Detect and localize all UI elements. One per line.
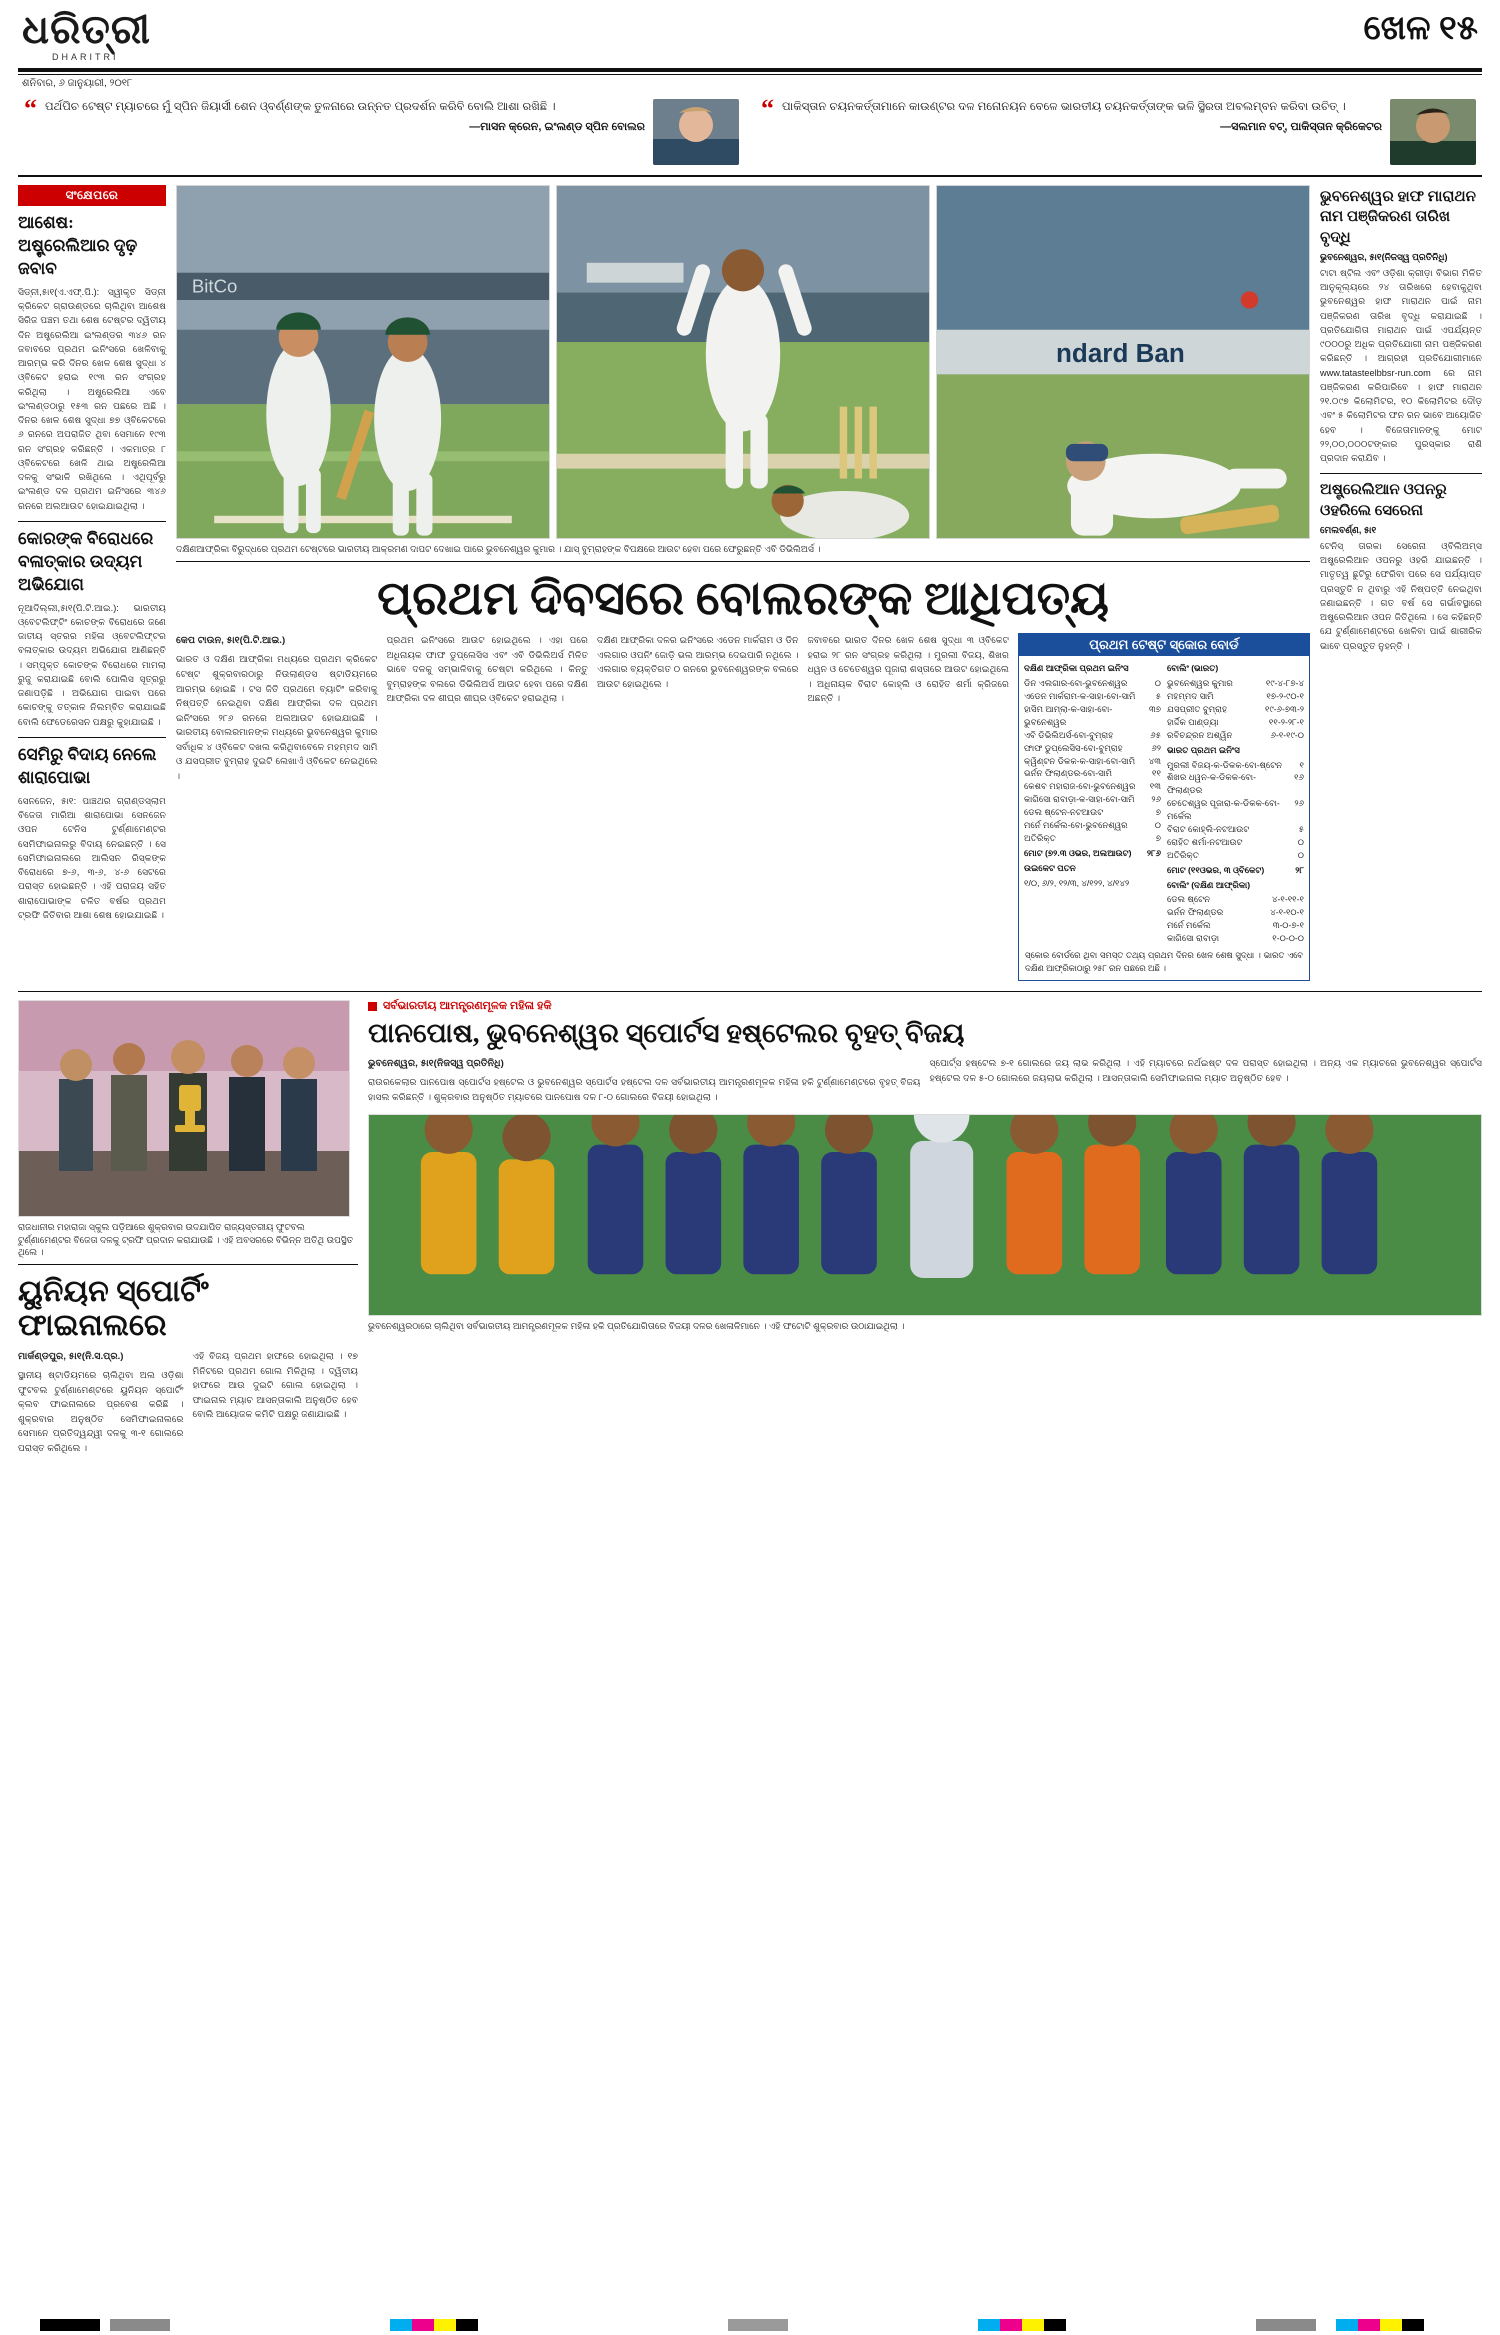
lower-mid-story (368, 1000, 1482, 1455)
bowling2-heading: ବୋଲିଂ (ଦକ୍ଷିଣ ଆଫ୍ରିକା) (1167, 879, 1251, 890)
quote-portrait (653, 99, 739, 165)
total-runs: ୨୮୬ (1146, 847, 1161, 858)
quote-block (18, 95, 745, 169)
right-body-1: ଟାଟା ଷ୍ଟିଲ ଏବଂ ଓଡ଼ିଶା କ୍ରୀଡ଼ା ବିଭାଗ ମିଳିତ ଆନୁକୂଲ୍ୟରେ ୨୪ ତାରିଖରେ ହେବାକୁଥିବା ଭୁବନେଶ୍ୱର ହାଫ ମାରାଥନ ପାଇଁ ନାମ ପଞ୍ଜିକରଣ ତାରିଖ ବୃଦ୍ଧି କରାଯାଇଛି । ପ୍ରତିଯୋଗିତା ମାରାଥନ ପାଇଁ ଏପର୍ଯ୍ୟନ୍ତ ୯୦୦୦ରୁ ଅଧିକ ପ୍ରତିଯୋଗୀ ନାମ ପଞ୍ଜିକରଣ କରିଛନ୍ତି । ଆଗ୍ରହୀ ପ୍ରତିଯୋଗୀମାନେ www.tatasteelbbsr-run.com ରେ ନାମ ପଞ୍ଜିକରଣ କରିପାରିବେ । ହାଫ ମାରାଥନ ୨୧.୦୯୭ କିଲୋମିଟର, ୧୦ କିଲୋମିଟର ଦୌଡ଼ ଏବଂ ୫ କିଲୋମିଟର ଫନ ରନ ଭାବେ ଆୟୋଜିତ ହେବ । ବିଜେତାମାନଙ୍କୁ ମୋଟ ୨୨,୦୦,୦୦୦ଟଙ୍କାର ପୁରସ୍କାର ରାଶି ପ୍ରଦାନ କରାଯିବ । (1320, 267, 1482, 463)
player-name: ବିରାଟ କୋହ୍ଲି-ନଟଆଉଟ (1167, 823, 1250, 834)
svg-text:BitCo: BitCo (191, 275, 238, 297)
lower-left-byline: ମାର୍କଣ୍ଡପୁର, ୫ା୧(ନି.ସ.ପ୍ର.) (18, 1350, 124, 1362)
player-runs: ୫ (1298, 823, 1304, 834)
article-text: ପ୍ରଥମ ଇନିଂସରେ ଆଉଟ ହୋଇଥିଲେ । ଏହା ପରେ ଅଧିନାୟକ ଫାଫ ଡୁପ୍ଲେସିସ ଏବଂ ଏବି ଡିଭିଲିଅର୍ସ ମିଳିତ ଭାବେ ଦଳକୁ ସମ୍ଭାଳିବାକୁ ଚେଷ୍ଟା କରିଥିଲେ । କିନ୍ତୁ ବୁମ୍ରାହଙ୍କ ବଲରେ ଡିଭିଲିଅର୍ସ ଆଉଟ ହେବା ପରେ ଦକ୍ଷିଣ ଆଫ୍ରିକା ଦଳ ଶୀଘ୍ର ଶୀଘ୍ର ଓ୍ବିକେଟ ହରାଇଥିଲା । (386, 635, 588, 704)
bowling-row (1167, 919, 1304, 932)
photo-batsmen-running (176, 185, 550, 539)
color-bar-magenta-2 (1000, 2319, 1022, 2331)
player-name: ଚେତେଶ୍ୱର ପୂଜାରା-କ-ଡିକକ-ବୋ-ମର୍କେଲ (1167, 798, 1280, 822)
player-runs: ୦ (1297, 836, 1304, 847)
photo-caption: ଦକ୍ଷିଣଆଫ୍ରିକା ବିରୁଦ୍ଧରେ ପ୍ରଥମ ଟେଷ୍ଟରେ ଭାରତୀୟ ଆକ୍ରମଣ ଦାପଟ ଦେଖାଇ ପାରେ ଭୁବନେଶ୍ୱର କୁମାର । ଯାସ୍ ବୁମ୍ରାହଙ୍କ ବିପକ୍ଷରେ ଆଉଟ ହେବା ପରେ ଫେରୁଛନ୍ତି ଏବି ଡିଭିଲିଅର୍ସ । (176, 543, 1310, 562)
lower-left-col1 (18, 1349, 184, 1455)
score-row (1024, 690, 1161, 703)
bowling-row (1167, 690, 1304, 703)
bowling-row (1167, 729, 1304, 742)
total-runs: ୨୮ (1295, 864, 1304, 875)
lower-left-headline: ୟୁନିୟନ ସ୍ପୋର୍ଟିଂ ଫାଇନାଲରେ (18, 1274, 209, 1342)
lower-mid-text2: ସ୍ପୋର୍ଟ୍ସ ହଷ୍ଟେଲ ୭-୧ ଗୋଲରେ ଜୟ ଲାଭ କରିଥିଲା । ଏହି ମ୍ୟାଚରେ ନର୍ଥଇଷ୍ଟ ଦଳ ପରାସ୍ତ ହୋଇଥିଲା । ଅନ୍ୟ ଏକ ମ୍ୟାଚରେ ଭୁବନେଶ୍ୱର ସ୍ପୋର୍ଟସ ହଷ୍ଟେଲ ଦଳ ୫-୦ ଗୋଲରେ ଜୟଲାଭ କରିଥିଲା । ଆସନ୍ତାକାଲି ସେମିଫାଇନାଲ ମ୍ୟାଚ ଅନୁଷ୍ଠିତ ହେବ । (929, 1058, 1482, 1083)
photo-row (176, 185, 1310, 539)
masthead-rule (18, 68, 1482, 72)
score-row (1167, 836, 1304, 849)
total-label: ମୋଟ (୭୨.୩ ଓଭର, ଅଲଆଉଟ) (1024, 847, 1132, 858)
player-runs: ୧୧ (1152, 768, 1161, 779)
dateline: ଶନିବାର, ୬ ଜାନୁୟାରୀ, ୨୦୧୮ (22, 78, 133, 89)
quote-text-wrap (782, 99, 1382, 136)
brief-body: ସେନଜେନ, ୫ା୧: ପାଞ୍ଚଥର ଗ୍ରାଣ୍ଡସ୍ଲାମ ବିଜେତା ମାରିଆ ଶାରାପୋଭା ସେନଜେନ ଓପନ ଟେନିସ ଟୁର୍ଣ୍ଣାମେଣ୍ଟର ସେମିଫାଇନାଲରୁ ବିଦାୟ ନେଇଛନ୍ତି । ସେ ସେମିଫାଇନାଲରେ ଆଲିସନ ରିସ୍କଙ୍କ ବିରୋଧରେ ୭-୬, ୩-୬, ୪-୬ ସେଟରେ ପରାସ୍ତ ହୋଇଛନ୍ତି । ଏହି ପରାଜୟ ସହିତ ଶାରାପୋଭାଙ୍କ ଚଳିତ ବର୍ଷର ପ୍ରଥମ ଟ୍ରଫି ଜିତିବାର ଆଶା ଶେଷ ହୋଇଯାଇଛି । (18, 795, 166, 920)
bowler-name: ଭୁବନେଶ୍ୱର କୁମାର (1167, 678, 1233, 689)
bowler-figures: ୧୯-୬-୭୩-୨ (1264, 703, 1304, 714)
article-columns (176, 633, 1310, 981)
right-rail (1320, 185, 1482, 981)
score-row (1024, 767, 1161, 780)
color-bar-cyan-2 (978, 2319, 1000, 2331)
player-name: ମୁରଲୀ ବିଜୟ-କ-ଡିକକ-ବୋ-ଷ୍ଟେନ (1167, 759, 1283, 770)
right-dateline-1: ଭୁବନେଶ୍ୱର, ୫ା୧(ନିଜସ୍ୱ ପ୍ରତିନିଧି) (1320, 251, 1448, 262)
player-name: ଏବି ଡିଭିଲିଅର୍ସ-ବୋ-ବୁମ୍ରାହ (1024, 729, 1114, 740)
score-row (1024, 755, 1161, 768)
bowler-name: କାଗିସୋ ରାବାଡ଼ା (1167, 933, 1220, 944)
team-photo-caption: ଭୁବନେଶ୍ୱରଠାରେ ଚାଲିଥିବା ସର୍ବଭାରତୀୟ ଆମନ୍ତ୍ରଣମୂଳକ ମହିଳା ହକି ପ୍ରତିଯୋଗିତାରେ ବିଜୟୀ ଦଳର ଖେଳାଳିମାନେ । ଏହି ଫଟୋଟି ଶୁକ୍ରବାର ଉଠାଯାଇଥିଲା । (368, 1321, 905, 1332)
lower-left-text1: ସ୍ଥାନୀୟ ଷ୍ଟାଡିୟମରେ ଚାଲିଥିବା ଅଲ ଓଡ଼ିଶା ଫୁଟବଲ ଟୁର୍ଣ୍ଣାମେଣ୍ଟରେ ୟୁନିୟନ ସ୍ପୋର୍ଟିଂ କ୍ଲବ ଫାଇନାଲରେ ପ୍ରବେଶ କରିଛି । ଶୁକ୍ରବାର ଅନୁଷ୍ଠିତ ସେମିଫାଇନାଲରେ ସେମାନେ ପ୍ରତିଦ୍ୱନ୍ଦ୍ୱୀ ଦଳକୁ ୩-୧ ଗୋଲରେ ପରାସ୍ତ କରିଥିଲେ । (18, 1370, 184, 1453)
masthead (18, 0, 1482, 62)
lower-mid-headline: ପାନପୋଷ, ଭୁବନେଶ୍ୱର ସ୍ପୋର୍ଟସ ହଷ୍ଟେଲର ବୃହତ୍ ବିଜୟ (368, 1018, 965, 1049)
registration-color-bars (0, 2315, 1500, 2335)
bowler-name: ଯସପ୍ରୀତ ବୁମ୍ରାହ (1167, 703, 1228, 714)
article-column-2 (387, 633, 589, 981)
player-runs: ୬୫ (1150, 729, 1161, 740)
scorecard-note: ସ୍କୋର ବୋର୍ଡରେ ଥିବା ସମସ୍ତ ତଥ୍ୟ ପ୍ରଥମ ଦିନର ଖେଳ ଶେଷ ସୁଦ୍ଧା । ଭାରତ ଏବେ ଦକ୍ଷିଣ ଆଫ୍ରିକାଠାରୁ ୨୫୮ ରନ ପଛରେ ଅଛି । (1025, 949, 1303, 973)
article-column-4 (808, 633, 1010, 981)
bowler-figures: ୧୧-୨-୨୮-୧ (1268, 716, 1304, 727)
bowler-name: ଡେଲ ଷ୍ଟେନ (1167, 894, 1211, 905)
bowler-name: ହାର୍ଦ୍ଦିକ ପାଣ୍ଡ୍ୟା (1167, 716, 1219, 727)
quote-text-wrap (45, 99, 645, 136)
total-label: ମୋଟ (୧୧ଓଭର, ୩ ଓ୍ବିକେଟ) (1167, 864, 1265, 875)
innings-heading: ଭାରତ ପ୍ରଥମ ଇନିଂସ (1167, 744, 1240, 755)
right-headline-1: ଭୁବନେଶ୍ୱର ହାଫ ମାରାଥନ ନାମ ପଞ୍ଜିକରଣ ତାରିଖ ବୃଦ୍ଧି (1320, 189, 1476, 246)
player-runs: ୦ (1154, 819, 1161, 830)
player-name: ଶିଖର ଧୱନ-କ-ଡିକକ-ବୋ-ଫିଲାଣ୍ଡର (1167, 772, 1256, 796)
color-bar-yellow (434, 2319, 456, 2331)
player-name: ଏଡେନ ମାର୍କରାମ-କ-ସାହା-ବୋ-ସାମି (1024, 691, 1136, 702)
player-runs: ୩୭ (1148, 703, 1161, 714)
quote-portrait (1390, 99, 1476, 165)
lower-mid-col1 (368, 1056, 921, 1104)
photo-bowler-appeal (556, 185, 930, 539)
player-name: ହାସିମ ଆମ୍ଲା-କ-ସାହା-ବୋ-ଭୁବନେଶ୍ୱର (1024, 703, 1113, 727)
bowler-figures: ୧୭-୨-୯୦-୧ (1266, 691, 1304, 702)
score-row (1024, 780, 1161, 793)
main-grid (18, 185, 1482, 981)
article-text: ଜବାବରେ ଭାରତ ଦିନର ଖେଳ ଶେଷ ସୁଦ୍ଧା ୩ ଓ୍ବିକେଟ ହରାଇ ୨୮ ରନ ସଂଗ୍ରହ କରିଥିଲା । ମୁରଲୀ ବିଜୟ, ଶିଖର ଧୱନ ଓ ଚେତେଶ୍ୱର ପୂଜାରା ଶସ୍ତାରେ ଆଉଟ ହୋଇଥିଲେ । ଅଧିନାୟକ ବିରାଟ କୋହ୍ଲି ଓ ରୋହିତ ଶର୍ମା କ୍ରିଜରେ ଅଛନ୍ତି । (807, 635, 1009, 704)
photo-hockey-team (368, 1114, 1482, 1316)
fow-values: ୧/୦, ୬/୨, ୧୨/୩, ୪/୧୨୨, ୪/୧୪୨ (1024, 877, 1130, 888)
lower-mid-col2 (930, 1056, 1483, 1104)
kicker-text: ସର୍ବଭାରତୀୟ ଆମନ୍ତ୍ରଣମୂଳକ ମହିଳା ହକି (383, 1000, 552, 1013)
logo-subtitle: DHARITRI (52, 52, 119, 62)
score-row (1167, 823, 1304, 836)
color-bar-gray (110, 2319, 170, 2331)
bowling-row (1167, 932, 1304, 945)
bowler-figures: ୬-୧-୧୯-୦ (1270, 729, 1304, 740)
score-row (1024, 806, 1161, 819)
player-name: କାଗିସୋ ରାବାଡ଼ା-କ-ସାହା-ବୋ-ସାମି (1024, 794, 1135, 805)
article-column-3 (597, 633, 799, 981)
bowler-name: ଭର୍ନନ ଫିଲାଣ୍ଡର (1167, 907, 1224, 918)
quote-mark-icon: “ (24, 94, 37, 123)
bowling-row (1167, 906, 1304, 919)
quote-mark-icon: “ (761, 94, 774, 123)
logo-text: ଧରିତ୍ରୀ (22, 7, 151, 52)
player-name: କ୍ୱିଣ୍ଟନ ଡିକକ-କ-ସାହା-ବୋ-ସାମି (1024, 755, 1136, 766)
quote-block (755, 95, 1482, 169)
bowler-figures: ୩-୦-୭-୧ (1272, 920, 1304, 931)
player-name: ମର୍ନେ ମର୍କେଲ-ବୋ-ଭୁବନେଶ୍ୱର (1024, 819, 1128, 830)
left-rail (18, 185, 166, 981)
bowler-name: ରବିଚନ୍ଦ୍ରନ ଅଶ୍ୱିନ (1167, 729, 1233, 740)
player-runs: ୫ (1155, 691, 1161, 702)
right-headline-2: ଅଷ୍ଟ୍ରେଲିଆନ ଓପନରୁ ଓହରିଲେ ସେରେନା (1320, 482, 1447, 519)
color-bar-cyan-3 (1336, 2319, 1358, 2331)
score-total-row (1167, 864, 1304, 877)
color-bar-yellow-2 (1022, 2319, 1044, 2331)
color-bar-magenta-3 (1358, 2319, 1380, 2331)
score-row (1024, 703, 1161, 729)
player-runs: ୬୨ (1151, 742, 1161, 753)
scorecard-innings-1 (1024, 660, 1161, 945)
bowling-heading: ବୋଲିଂ (ଭାରତ) (1167, 663, 1219, 674)
quote-attribution: —ସଲମାନ ବଟ୍, ପାକିସ୍ତାନ କ୍ରିକେଟର (1220, 121, 1382, 134)
fow-label: ଉଇକେଟ ପତନ (1024, 862, 1076, 873)
lower-left-col2 (193, 1349, 359, 1455)
score-row (1167, 759, 1304, 772)
lower-left-story (18, 1000, 358, 1455)
player-runs: ୨୬ (1151, 794, 1161, 805)
brief-headline: କୋରଙ୍କ ବିରୋଧରେ ବଳାତ୍କାର ଉଦ୍ୟମ ଅଭିଯୋଗ (18, 528, 154, 594)
player-runs: ୧ (1299, 759, 1304, 770)
player-name: ଭର୍ନନ ଫିଲାଣ୍ଡର-ବୋ-ସାମି (1024, 768, 1113, 779)
article-column-1 (176, 633, 378, 981)
divider (1320, 473, 1482, 474)
photo-trophy-presentation (18, 1000, 350, 1217)
publication-logo (22, 7, 151, 62)
lower-left-text2: ଏହି ବିଜୟ ପ୍ରଥମ ହାଫରେ ହୋଇଥିଲା । ୧୭ ମିନିଟରେ ପ୍ରଥମ ଗୋଲ ମିଳିଥିଲା । ଦ୍ୱିତୀୟ ହାଫରେ ଆଉ ଦୁଇଟି ଗୋଲ ହୋଇଥିଲା । ଫାଇନାଲ ମ୍ୟାଚ ଆସନ୍ତାକାଲି ଅନୁଷ୍ଠିତ ହେବ ବୋଲି ଆୟୋଜକ କମିଟି ପକ୍ଷରୁ ଜଣାଯାଇଛି । (192, 1350, 358, 1420)
player-runs: ୦ (1297, 849, 1304, 860)
score-row (1024, 793, 1161, 806)
color-bar-gray-2 (728, 2319, 788, 2331)
player-runs: ୨୬ (1294, 798, 1304, 809)
player-name: ଡେଲ ଷ୍ଟେନ-ନଟଆଉଟ (1024, 807, 1104, 818)
quote-text: ପର୍ଥପିଚ ଟେଷ୍ଟ ମ୍ୟାଚରେ ମୁଁ ସ୍ପିନ ଜିୟାର୍ସୀ ଶେନ ଓ୍ବର୍ଣ୍ଣଙ୍କ ତୁଳନାରେ ଉନ୍ନତ ପ୍ରଦର୍ଶନ କରିବି ବୋଲି ଆଶା ରଖିଛି । (45, 101, 556, 113)
score-row (1167, 797, 1304, 823)
player-name: ଅତିରିକ୍ତ (1167, 849, 1199, 860)
color-bar-cyan (390, 2319, 412, 2331)
color-bar-key (456, 2319, 478, 2331)
photo-batsman-diving (936, 185, 1310, 539)
main-headline: ପ୍ରଥମ ଦିବସରେ ବୋଲରଙ୍କ ଆଧିପତ୍ୟ (377, 572, 1109, 625)
bowling-row (1167, 716, 1304, 729)
score-row (1024, 832, 1161, 845)
lower-section (18, 991, 1482, 1455)
bowler-name: ମହମ୍ମଦ ସାମି (1167, 691, 1214, 702)
score-row (1024, 742, 1161, 755)
score-row (1167, 771, 1304, 797)
score-row (1024, 729, 1161, 742)
lower-left-columns (18, 1349, 358, 1455)
quote-text: ପାକିସ୍ତାନ ଚୟନକର୍ତ୍ତାମାନେ କାଉଣ୍ଟର ଦଳ ମନୋନୟନ ବେଳେ ଭାରତୀୟ ଚୟନକର୍ତ୍ତାଙ୍କ ଭଳି ସ୍ଥିରତା ଅବଲମ୍ବନ କରିବା ଉଚିତ୍ । (782, 101, 1346, 113)
score-row (1167, 849, 1304, 862)
bowler-figures: ୪-୧-୧୧-୧ (1271, 894, 1304, 905)
color-bar-magenta (412, 2319, 434, 2331)
color-bar-black (40, 2319, 100, 2331)
bullet-square-icon (368, 1002, 377, 1011)
section-title: ଖେଳ ୧୫ (1363, 10, 1478, 47)
lower-mid-columns (368, 1056, 1482, 1104)
svg-text:ndard Ban: ndard Ban (1056, 338, 1185, 368)
innings-heading: ଦକ୍ଷିଣ ଆଫ୍ରିକା ପ୍ରଥମ ଇନିଂସ (1024, 663, 1129, 674)
player-name: ଡିନ ଏଲଗାର-ବୋ-ଭୁବନେଶ୍ୱର (1024, 678, 1128, 689)
bowler-name: ମର୍ନେ ମର୍କେଲ (1167, 920, 1211, 931)
article-text: ଭାରତ ଓ ଦକ୍ଷିଣ ଆଫ୍ରିକା ମଧ୍ୟରେ ପ୍ରଥମ କ୍ରିକେଟ ଟେଷ୍ଟ ଶୁକ୍ରବାରଠାରୁ ନିଉଲାଣ୍ଡସ ଷ୍ଟାଡିୟମରେ ଆରମ୍ଭ ହୋଇଛି । ଟସ ଜିତି ପ୍ରଥମେ ବ୍ୟାଟିଂ କରିବାକୁ ନିଷ୍ପତ୍ତି ନେଇଥିବା ଦକ୍ଷିଣ ଆଫ୍ରିକା ଦଳ ପ୍ରଥମ ଇନିଂସରେ ୨୮୬ ରନରେ ଅଲଆଉଟ ହୋଇଯାଇଛି । ଭାରତୀୟ ବୋଲରମାନଙ୍କ ମଧ୍ୟରେ ଭୁବନେଶ୍ୱର କୁମାର ସର୍ବାଧିକ ୪ ଓ୍ବିକେଟ ଦଖଲ କରିଥିବାବେଳେ ମହମ୍ମଦ ସାମି ଓ ଯସପ୍ରୀତ ବୁମ୍ରାହ ଦୁଇଟି ଲେଖାଏଁ ଓ୍ବିକେଟ ନେଇଥିଲେ । (176, 654, 378, 781)
scorecard-body (1019, 656, 1309, 949)
kicker-strip (368, 1000, 1482, 1013)
player-runs: ୦ (1154, 678, 1161, 689)
color-bar-gray-3 (1256, 2319, 1316, 2331)
lower-mid-byline: ଭୁବନେଶ୍ୱର, ୫ା୧(ନିଜସ୍ୱ ପ୍ରତିନିଧି) (368, 1058, 504, 1070)
player-name: ଅତିରିକ୍ତ (1024, 832, 1056, 843)
lower-mid-text1: ରାଉରକେଲାର ପାନପୋଷ ସ୍ପୋର୍ଟସ ହଷ୍ଟେଲ ଓ ଭୁବନେଶ୍ୱର ସ୍ପୋର୍ଟସ ହଷ୍ଟେଲ ଦଳ ସର୍ବଭାରତୀୟ ଆମନ୍ତ୍ରଣମୂଳକ ମହିଳା ହକି ଟୁର୍ଣ୍ଣାମେଣ୍ଟରେ ବୃହତ୍ ବିଜୟ ହାସଲ କରିଛନ୍ତି । ଶୁକ୍ରବାର ଅନୁଷ୍ଠିତ ମ୍ୟାଚରେ ପାନପୋଷ ଦଳ ୮-୦ ଗୋଲରେ ବିଜୟୀ ହୋଇଥିଲା । (368, 1077, 921, 1102)
quote-attribution: —ମାସନ କ୍ରେନ, ଇଂଲଣ୍ଡ ସ୍ପିନ ବୋଲର (469, 121, 645, 134)
player-runs: ୪୩ (1148, 755, 1161, 766)
brief-headline: ଆଶେଷ: ଅଷ୍ଟ୍ରେଲିଆର ଦୃଢ଼ ଜବାବ (18, 213, 138, 278)
score-row (1024, 819, 1161, 832)
article-byline: କେପ ଟାଉନ, ୫ା୧(ପି.ଟି.ଆଇ.) (176, 635, 286, 647)
color-bar-key-2 (1044, 2319, 1066, 2331)
brief-label: ସଂକ୍ଷେପରେ (18, 185, 166, 206)
bowling-row (1167, 677, 1304, 690)
quote-strip (18, 95, 1482, 177)
lower-photo-caption: ରାଜଧାନୀର ମହାରାଜା ସ୍କୁଲ ପଡ଼ିଆରେ ଶୁକ୍ରବାର ଉଦଯାପିତ ରାଜ୍ୟସ୍ତରୀୟ ଫୁଟବଲ ଟୁର୍ଣ୍ଣାମେଣ୍ଟର ବିଜେତା ଦଳକୁ ଟ୍ରଫି ପ୍ରଦାନ କରାଯାଉଛି । ଏହି ଅବସରରେ ବିଭିନ୍ନ ଅତିଥି ଉପସ୍ଥିତ ଥିଲେ । (18, 1221, 358, 1265)
bowler-figures: ୧୯-୪-୮୭-୪ (1265, 678, 1304, 689)
player-name: ଫାଫ ଡୁପ୍ଲେସିସ-ବୋ-ବୁମ୍ରାହ (1024, 742, 1123, 753)
bowler-figures: ୪-୧-୧୦-୧ (1270, 907, 1304, 918)
right-body-2: ଟେନିସ୍ ତାରକା ସେରେନା ଓ୍ବିଲିଅମ୍ସ ଅଷ୍ଟ୍ରେଲିଆନ ଓପନରୁ ଓହରି ଯାଇଛନ୍ତି । ମାତୃତ୍ୱ ଛୁଟିରୁ ଫେରିବା ପରେ ସେ ପର୍ଯ୍ୟାପ୍ତ ପ୍ରସ୍ତୁତି ନ ଥିବାରୁ ଏହି ନିଷ୍ପତ୍ତି ନେଇଥିବା ଜଣାଇଛନ୍ତି । ଗତ ବର୍ଷ ସେ ଗର୍ଭାବସ୍ଥାରେ ଅଷ୍ଟ୍ରେଲିଆନ ଓପନ ଜିତିଥିଲେ । ସେ କହିଛନ୍ତି ଯେ ଟୁର୍ଣ୍ଣାମେଣ୍ଟରେ ଖେଳିବା ପାଇଁ ଶାରୀରିକ ଭାବେ ପ୍ରସ୍ତୁତ ନୁହନ୍ତି । (1320, 540, 1482, 651)
brief-body: ନୂଆଦିଲ୍ଲୀ,୫ା୧(ପି.ଟି.ଆଇ.): ଭାରତୀୟ ଓ୍ବେଟଲିଫ୍ଟିଂ କୋଚଙ୍କ ବିରୋଧରେ ଜଣେ ଜାତୀୟ ସ୍ତରର ମହିଳା ଓ୍ବେଟଲିଫ୍ଟର ବଳାତ୍କାର ଉଦ୍ୟମ ଅଭିଯୋଗ ଆଣିଛନ୍ତି । ସମ୍ପୃକ୍ତ କୋଚଙ୍କ ବିରୋଧରେ ମାମଲା ରୁଜୁ କରାଯାଇଛି ବୋଲି ପୋଲିସ ସୂତ୍ରରୁ ଜଣାପଡ଼ିଛି । ଅଭିଯୋଗ ପାଇବା ପରେ କୋଚଙ୍କୁ ତତ୍କାଳ ନିଲମ୍ବିତ କରାଯାଇଛି ବୋଲି ଫେଡେରେସନ ପକ୍ଷରୁ କୁହାଯାଇଛି । (18, 602, 166, 727)
scorecard-innings-2 (1167, 660, 1304, 945)
brief-body: ସିଡ୍ନୀ,୫ା୧(ଏ.ଏଫ୍.ପି.): ସ୍ୱୀକୃତ ସିଡ୍ନୀ କ୍ରିକେଟ ଗ୍ରାଉଣ୍ଡରେ ଚାଲିଥିବା ଆଶେଷ ସିରିଜ ପଞ୍ଚମ ତଥା ଶେଷ ଟେଷ୍ଟର ଦ୍ୱିତୀୟ ଦିନ ଅଷ୍ଟ୍ରେଲିଆ ଇଂଲଣ୍ଡର ୩୪୬ ରନ ଜବାବରେ ପ୍ରଥମ ଇନିଂସରେ ଖେଳିବାକୁ ଆରମ୍ଭ କରି ଦିନର ଖେଳ ଶେଷ ସୁଦ୍ଧା ୪ ଓ୍ବିକେଟ ହରାଇ ୧୯୩ ରନ ସଂଗ୍ରହ କରିଥିଲା । ଅଷ୍ଟ୍ରେଲିଆ ଏବେ ଇଂଲଣ୍ଡଠାରୁ ୧୫୩ ରନ ପଛରେ ଅଛି । ଦିନର ଖେଳ ଶେଷ ସୁଦ୍ଧା ୭୭ ଓ୍ବିକେଟରେ ୬ ରନରେ ଅପରାଜିତ ଥିବା ସେମାନେ ୧୯୩ ରନ ସଂଗ୍ରହ କରିଛନ୍ତି । ଏକମାତ୍ର ୮ ଓ୍ବିକେଟରେ ଖେଳି ଥାଇ ଅଷ୍ଟ୍ରେଲିଆ ଦଳକୁ ସଂଭାଳି ରଖିଥିଲେ । ଏଥିପୂର୍ବରୁ ଇଂଲଣ୍ଡ ଦଳ ପ୍ରଥମ ଇନିଂସରେ ୩୪୬ ରନରେ ଅଲଆଉଟ ହୋଇଯାଇଥିଲା । (18, 286, 166, 511)
right-dateline-2: ମେଲବର୍ଣ୍ଣ, ୫ା୧ (1320, 524, 1377, 535)
main-column (176, 185, 1310, 981)
scorecard (1018, 633, 1310, 981)
color-bar-yellow-3 (1380, 2319, 1402, 2331)
player-name: ରୋହିତ ଶର୍ମା-ନଟଆଉଟ (1167, 836, 1243, 847)
player-runs: ୭ (1155, 832, 1161, 843)
brief-headline: ସେମିରୁ ବିଦାୟ ନେଲେ ଶାରାପୋଭା (18, 744, 157, 787)
bowling-row (1167, 893, 1304, 906)
divider (18, 737, 166, 738)
scorecard-title: ପ୍ରଥମ ଟେଷ୍ଟ ସ୍କୋର ବୋର୍ଡ (1019, 634, 1309, 656)
bowler-figures: ୧-୦-୦-୦ (1272, 933, 1304, 944)
divider (18, 521, 166, 522)
color-bar-key-3 (1402, 2319, 1424, 2331)
score-total-row (1024, 847, 1161, 860)
player-runs: ୧୩ (1149, 781, 1161, 792)
player-name: କେଶବ ମହାରାଜ-ବୋ-ଭୁବନେଶ୍ୱର (1024, 781, 1136, 792)
article-text: ଦକ୍ଷିଣ ଆଫ୍ରିକା ଦଳର ଇନିଂସରେ ଏଡେନ ମାର୍କରାମ ଓ ଡିନ ଏଲଗାର ଓପନିଂ ଜୋଡ଼ି ଭଲ ଆରମ୍ଭ ଦେଇପାରି ନଥିଲେ । ଏଲଗାର ବ୍ୟକ୍ତିଗତ ୦ ରନରେ ଭୁବନେଶ୍ୱରଙ୍କ ବଲରେ ଆଉଟ ହୋଇଥିଲେ । (597, 635, 799, 689)
player-runs: ୭ (1155, 807, 1161, 818)
player-runs: ୧୬ (1294, 772, 1304, 783)
score-row (1024, 677, 1161, 690)
bowling-row (1167, 703, 1304, 716)
